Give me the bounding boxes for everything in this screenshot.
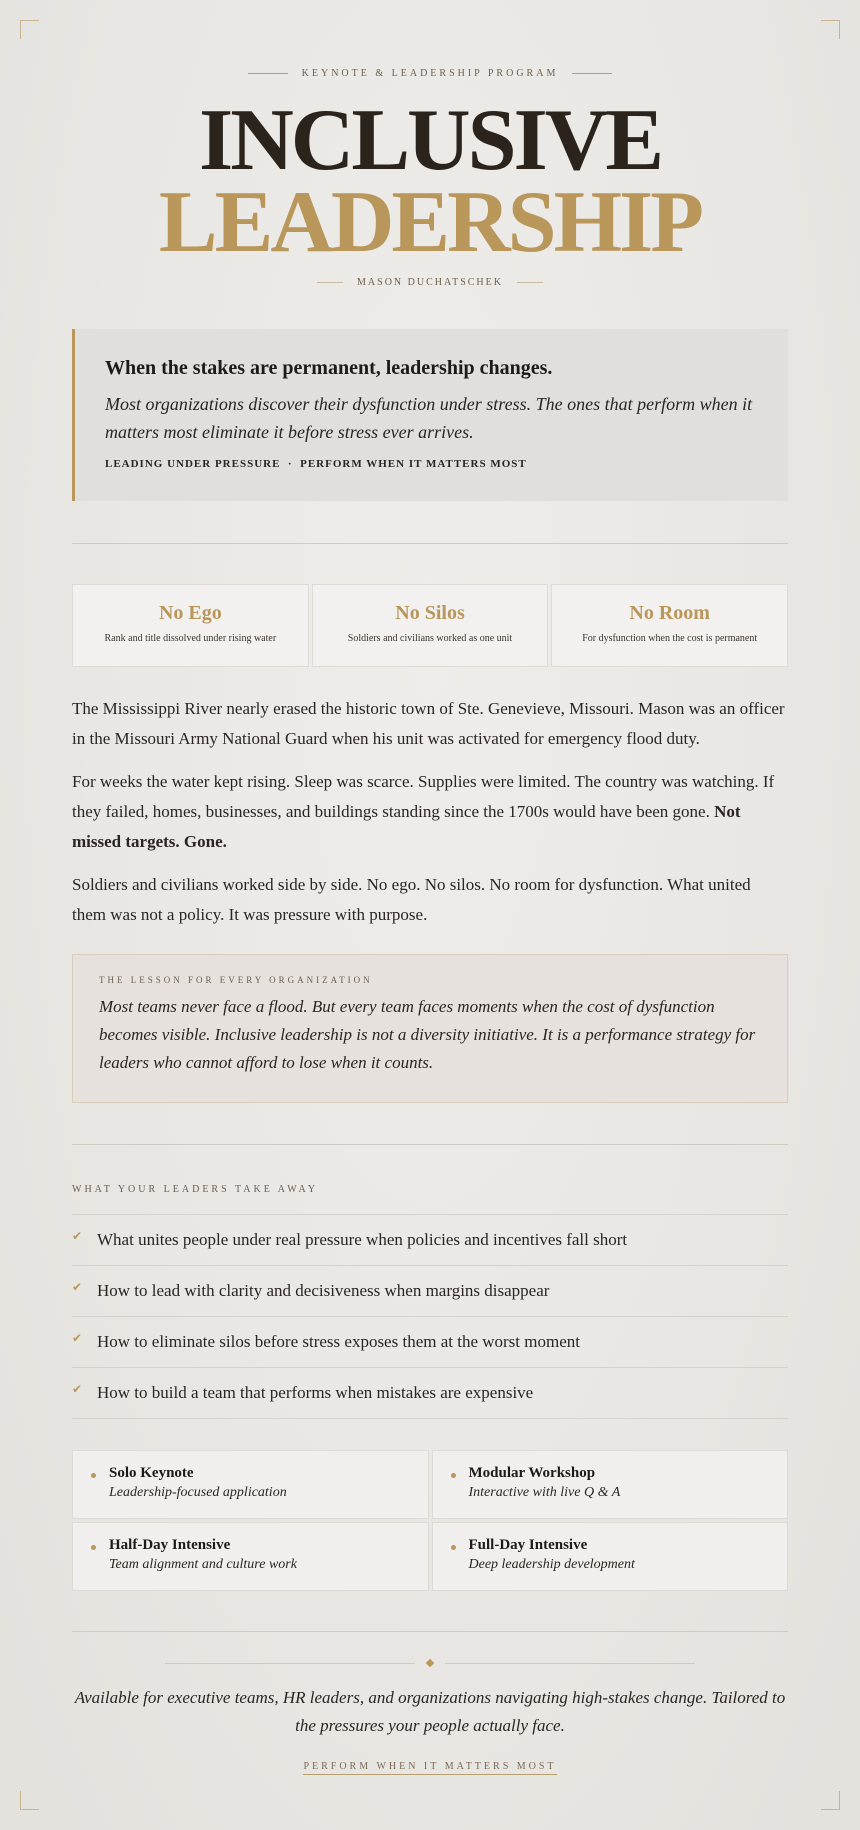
format-card (432, 1522, 789, 1591)
format-subtitle: Interactive with live Q & A (468, 1485, 621, 1500)
lesson-text: Most teams never face a flood. But every team faces moments when the cost of dysfunction becomes visible. Inclusive leadership is not a diversity initiative. It is a performance strategy for leaders who cannot afford to lose when it counts. (99, 997, 756, 1072)
pillar-card (551, 584, 788, 667)
author-name: MASON DUCHATSCHEK (357, 277, 503, 288)
pillar-title: No Silos (395, 602, 465, 624)
lesson-callout (72, 954, 788, 1103)
corner-ornament-top-left (20, 20, 39, 39)
ornament-divider (72, 1660, 788, 1666)
intro-heading: When the stakes are permanent, leadership changes. (105, 357, 553, 379)
intro-tags (105, 458, 758, 470)
format-subtitle: Leadership-focused application (109, 1485, 287, 1500)
author-rule-left (317, 282, 343, 283)
format-options (72, 1450, 788, 1591)
closing-text: Available for executive teams, HR leaders, and organizations navigating high-stakes change. Tailored to the pressures your people actually face. (74, 1688, 786, 1735)
intro-text: Most organizations discover their dysfunction under stress. The ones that perform when it matters most eliminate it before stress ever arrives. (105, 394, 753, 442)
format-title: Solo Keynote (109, 1465, 194, 1481)
format-card (432, 1450, 789, 1519)
list-item (72, 1215, 788, 1266)
bullet-dot-icon (91, 1473, 96, 1478)
ornament-rule-right (445, 1663, 695, 1664)
pillar-subtitle: Soldiers and civilians worked as one unit (347, 633, 513, 644)
author-rule-right (517, 282, 543, 283)
cta-link[interactable]: PERFORM WHEN IT MATTERS MOST (303, 1761, 556, 1775)
eyebrow-rule-left (248, 73, 288, 74)
pillar-card (72, 584, 309, 667)
ornament-rule-left (165, 1663, 415, 1664)
story-paragraph-2 (72, 767, 788, 857)
intro-tag-2: PERFORM WHEN IT MATTERS MOST (300, 458, 527, 470)
cta-row (72, 1756, 788, 1774)
story-emphasis: Not missed targets. Gone. (72, 802, 741, 851)
lesson-label: THE LESSON FOR EVERY ORGANIZATION (99, 975, 373, 985)
bullet-dot-icon (91, 1545, 96, 1550)
check-icon: ✔ (72, 1228, 83, 1243)
intro-tag-separator: · (287, 458, 293, 470)
list-item (72, 1368, 788, 1419)
bullet-dot-icon (451, 1545, 456, 1550)
pillar-title: No Room (629, 602, 710, 624)
eyebrow-row (72, 68, 788, 79)
bullet-dot-icon (451, 1473, 456, 1478)
page-title-line1: INCLUSIVE (198, 92, 662, 189)
pillar-card (312, 584, 549, 667)
diamond-icon (426, 1659, 434, 1667)
takeaways-label: WHAT YOUR LEADERS TAKE AWAY (72, 1184, 319, 1195)
takeaway-text: What unites people under real pressure when policies and incentives fall short (97, 1230, 628, 1249)
takeaway-text: How to build a team that performs when mistakes are expensive (97, 1383, 534, 1402)
check-icon: ✔ (72, 1279, 83, 1294)
corner-ornament-bottom-right (821, 1791, 840, 1810)
story-paragraph-1: The Mississippi River nearly erased the historic town of Ste. Genevieve, Missouri. Mason was an officer in the Missouri Army National Guard when his unit was activated for emergency flood duty. (72, 699, 785, 748)
eyebrow-rule-right (572, 73, 612, 74)
format-title: Half-Day Intensive (109, 1537, 231, 1553)
check-icon: ✔ (72, 1381, 83, 1396)
format-card (72, 1450, 429, 1519)
check-icon: ✔ (72, 1330, 83, 1345)
story-paragraph-2-text: For weeks the water kept rising. Sleep was scarce. Supplies were limited. The country was watching. If they failed, homes, businesses, and buildings standing since the 1700s would have been gone. (72, 772, 775, 821)
pillars (72, 584, 788, 667)
takeaway-text: How to eliminate silos before stress exposes them at the worst moment (97, 1332, 580, 1351)
corner-ornament-bottom-left (20, 1791, 39, 1810)
pillar-subtitle: For dysfunction when the cost is permanent (582, 633, 758, 644)
format-subtitle: Team alignment and culture work (109, 1557, 297, 1572)
intro-callout (72, 329, 788, 501)
format-card (72, 1522, 429, 1591)
list-item (72, 1266, 788, 1317)
takeaway-text: How to lead with clarity and decisiveness when margins disappear (97, 1281, 550, 1300)
author-row (72, 277, 788, 288)
format-title: Modular Workshop (468, 1465, 596, 1481)
section-divider (72, 543, 788, 544)
page-title-line2: LEADERSHIP (158, 174, 702, 271)
intro-tag-1: LEADING UNDER PRESSURE (105, 458, 281, 470)
story-paragraph-3: Soldiers and civilians worked side by side. No ego. No silos. No room for dysfunction. What united them was not a policy. It was pressure with purpose. (72, 875, 751, 924)
section-divider (72, 1631, 788, 1632)
eyebrow: KEYNOTE & LEADERSHIP PROGRAM (301, 68, 559, 79)
format-subtitle: Deep leadership development (468, 1557, 635, 1572)
format-title: Full-Day Intensive (468, 1537, 588, 1553)
takeaways-list (72, 1214, 788, 1419)
pillar-subtitle: Rank and title dissolved under rising water (104, 633, 277, 644)
corner-ornament-top-right (821, 20, 840, 39)
section-divider (72, 1144, 788, 1145)
pillar-title: No Ego (158, 602, 222, 624)
list-item (72, 1317, 788, 1368)
